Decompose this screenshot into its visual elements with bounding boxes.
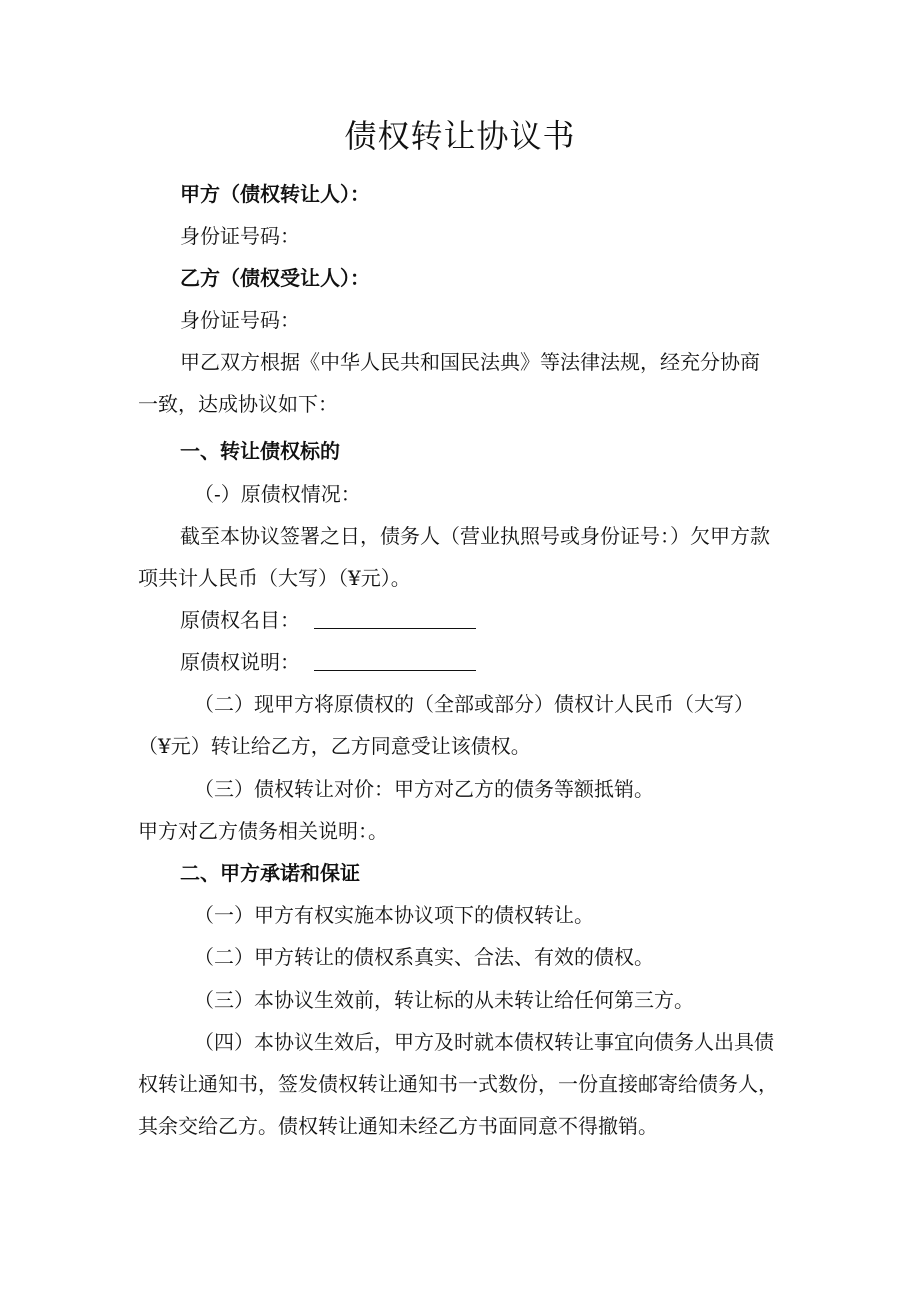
original-claim-name-label: 原债权名目： [180,608,300,632]
section-2-heading: 二、甲方承诺和保证 [180,861,360,885]
party-b-label: 乙方（债权受让人）： [180,266,370,290]
section-1-heading: 一、转让债权标的 [180,439,340,463]
document-title: 债权转让协议书 [344,117,576,155]
section-2-item-3: （三）本协议生效前，转让标的从未转让给任何第三方。 [194,988,694,1012]
section-2-item-4: （四）本协议生效后，甲方及时就本债权转让事宜向债务人出具债权转让通知书，签发债权转让通知书一式数份，一份直接邮寄给债务人，其余交给乙方。债权转让通知未经乙方书面同意不得撤销。 [138,1030,778,1138]
preamble-paragraph: 甲乙双方根据《中华人民共和国民法典》等法律法规，经充分协商一致，达成协议如下： [138,350,760,416]
original-claim-name-blank [314,606,476,629]
section-1-sub-1: （-）原债权情况： [194,482,361,506]
section-2-item-2: （二）甲方转让的债权系真实、合法、有效的债权。 [194,945,654,969]
original-claim-desc-label: 原债权说明： [180,650,300,674]
original-claim-name-row [138,599,778,641]
section-1-sub-3: （三）债权转让对价：甲方对乙方的债务等额抵销。 [194,777,654,801]
party-b-id-label: 身份证号码： [180,308,300,332]
section-1-sub-2: （二）现甲方将原债权的（全部或部分）债权计人民币（大写）（¥元）转让给乙方，乙方同意受让该债权。 [138,692,754,758]
original-claim-desc-blank [314,648,476,671]
original-claim-desc-row [138,641,778,683]
party-a-id-label: 身份证号码： [180,224,300,248]
section-1-note: 甲方对乙方债务相关说明：。 [138,819,388,843]
section-1-paragraph-1: 截至本协议签署之日，债务人（营业执照号或身份证号：）欠甲方款项共计人民币（大写）（¥元）。 [138,524,770,590]
party-a-label: 甲方（债权转让人）： [180,182,370,206]
section-2-item-1: （一）甲方有权实施本协议项下的债权转让。 [194,903,594,927]
